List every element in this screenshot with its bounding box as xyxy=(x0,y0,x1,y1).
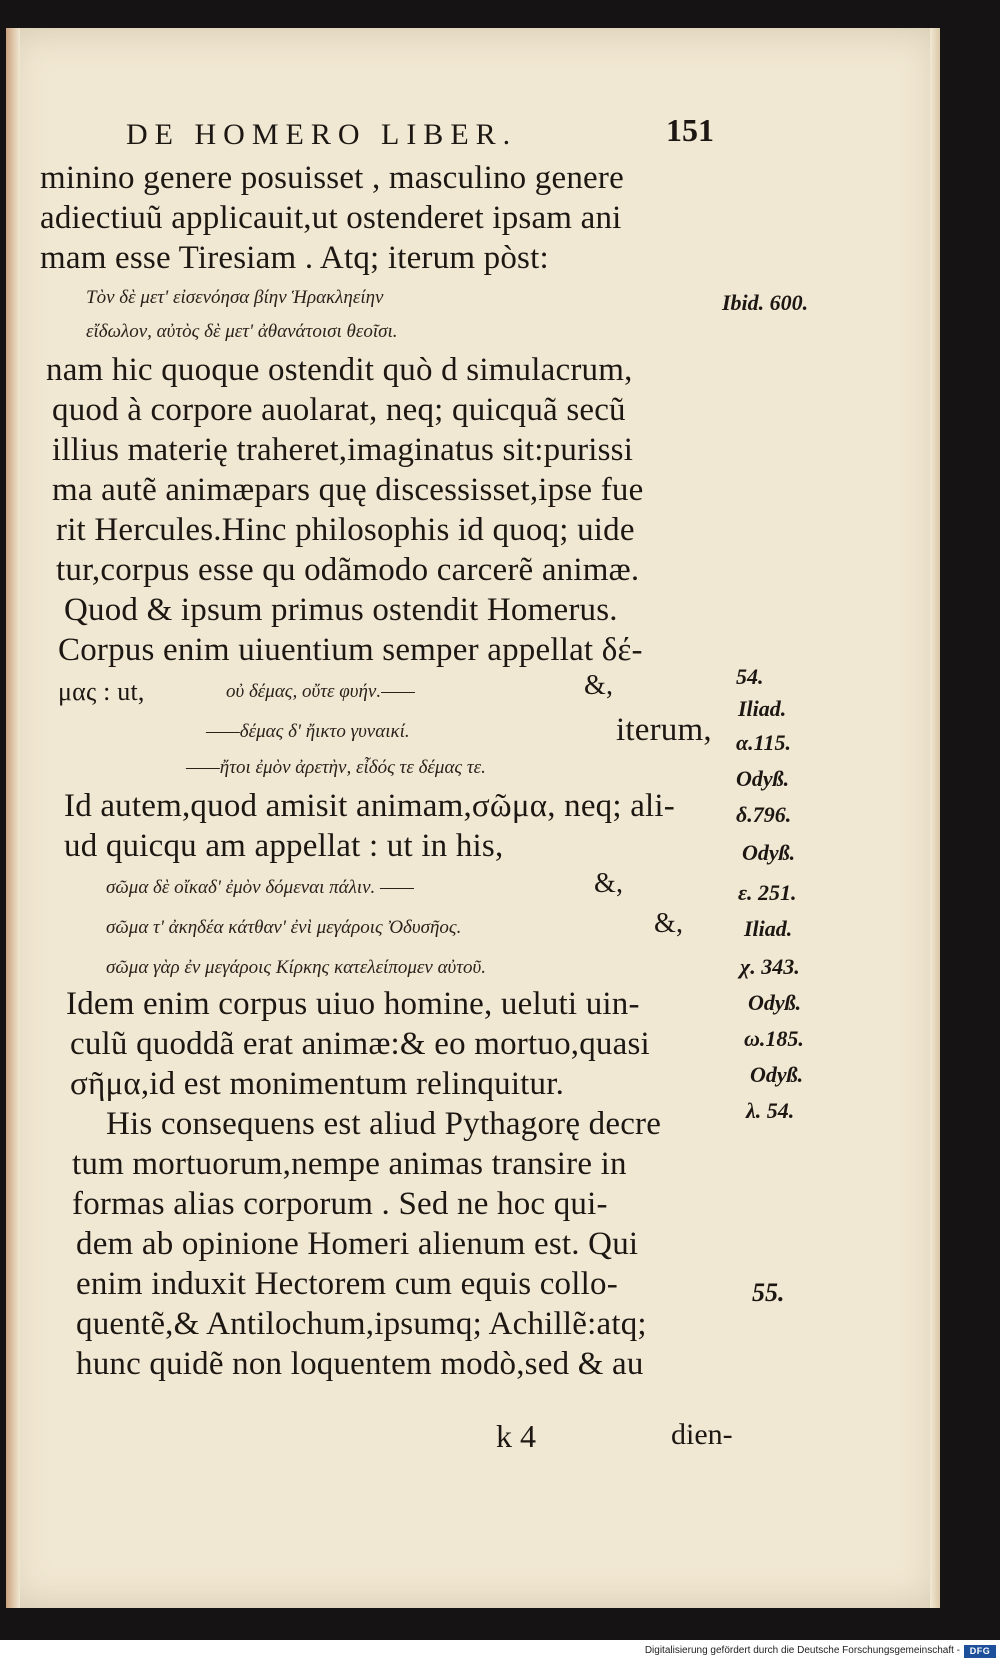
greek-quote: σῶμα γὰρ ἐν μεγάροις Κίρκης κατελείπομεν αὐτοῦ. xyxy=(106,957,487,978)
greek-quote: σῶμα τ' ἀκηδέα κάτθαν' ἐνὶ μεγάροις Ὀδυσῆος. xyxy=(106,917,462,938)
running-head: DE HOMERO LIBER. xyxy=(126,118,518,151)
body-line: μας : ut, xyxy=(58,677,145,706)
body-line: illius materię traheret,imaginatus sit:purissi xyxy=(52,432,634,468)
greek-quote: εἴδωλον, αὐτὸς δὲ μετ' ἀθανάτοισι θεοῖσι. xyxy=(86,321,398,342)
body-line: &, xyxy=(584,670,614,701)
margin-note: λ. 54. xyxy=(746,1098,795,1123)
body-line: Id autem,quod amisit animam,σῶμα, neq; ali- xyxy=(64,788,675,824)
page-number: 151 xyxy=(666,112,714,148)
greek-quote: Τὸν δὲ μετ' εἰσενόησα βίην Ἡρακληείην xyxy=(86,287,384,308)
margin-note: Iliad. xyxy=(738,696,787,721)
catchword: dien- xyxy=(671,1418,733,1451)
body-line: dem ab opinione Homeri alienum est. Qui xyxy=(76,1226,639,1262)
greek-quote: οὐ δέμας, οὔτε φυήν.—— xyxy=(226,681,415,702)
body-line: His consequens est aliud Pythagorę decre xyxy=(106,1106,662,1142)
greek-quote: ——δέμας δ' ἤικτο γυναικί. xyxy=(206,721,410,742)
body-line: ud quicqu am appellat : ut in his, xyxy=(64,828,504,864)
margin-note: Odyß. xyxy=(742,840,796,865)
dfg-logo: DFG xyxy=(964,1645,996,1658)
body-line: σῆμα,id est monimentum relinquitur. xyxy=(70,1066,565,1102)
body-line: mam esse Tiresiam . Atq; iterum pòst: xyxy=(40,240,549,276)
body-line: Quod & ipsum primus ostendit Homerus. xyxy=(64,592,618,628)
margin-note: Ibid. 600. xyxy=(722,290,809,315)
digitization-credit: Digitalisierung gefördert durch die Deutsche Forschungsgemeinschaft - xyxy=(644,1645,960,1656)
body-line: Corpus enim uiuentium semper appellat δέ- xyxy=(58,632,643,668)
body-line: hunc quidẽ non loquentem modò,sed & au xyxy=(76,1346,644,1382)
margin-note: χ. 343. xyxy=(740,954,800,979)
body-line: Idem enim corpus uiuo homine, ueluti uin- xyxy=(66,986,640,1022)
body-line: nam hic quoque ostendit quò d simulacrum, xyxy=(46,352,633,388)
body-line: quod à corpore auolarat, neq; quicquã secũ xyxy=(52,392,626,428)
body-line: &, xyxy=(594,868,624,899)
margin-note: Iliad. xyxy=(744,916,793,941)
body-line: tum mortuorum,nempe animas transire in xyxy=(72,1146,627,1182)
margin-note: δ.796. xyxy=(736,802,792,827)
body-line: iterum, xyxy=(616,712,712,748)
body-line: adiectiuũ applicauit,ut ostenderet ipsam ani xyxy=(40,200,622,236)
body-line: quentẽ,& Antilochum,ipsumq; Achillẽ:atq; xyxy=(76,1306,647,1342)
body-line: enim induxit Hectorem cum equis collo- xyxy=(76,1266,618,1302)
body-line: formas alias corporum . Sed ne hoc qui- xyxy=(72,1186,608,1222)
margin-note: 54. xyxy=(736,664,764,689)
book-page xyxy=(6,28,940,1608)
body-line: tur,corpus esse qu odãmodo carcerẽ animæ. xyxy=(56,552,640,588)
margin-note: Odyß. xyxy=(736,766,790,791)
signature-mark: k 4 xyxy=(496,1418,536,1454)
margin-note: α.115. xyxy=(736,730,791,755)
margin-note: ω.185. xyxy=(744,1026,804,1051)
body-line: rit Hercules.Hinc philosophis id quoq; uide xyxy=(56,512,635,548)
body-line: minino genere posuisset , masculino genere xyxy=(40,160,624,196)
body-line: &, xyxy=(654,908,684,939)
body-line: culũ quoddã erat animæ:& eo mortuo,quasi xyxy=(70,1026,650,1062)
margin-note: 55. xyxy=(752,1278,785,1307)
margin-note: ε. 251. xyxy=(738,880,797,905)
greek-quote: σῶμα δὲ οἴκαδ' ἐμὸν δόμεναι πάλιν. —— xyxy=(106,877,414,898)
margin-note: Odyß. xyxy=(748,990,802,1015)
page-text xyxy=(6,28,940,1608)
margin-note: Odyß. xyxy=(750,1062,804,1087)
body-line: ma autẽ animæpars quę discessisset,ipse fue xyxy=(52,472,644,508)
greek-quote: ——ἤτοι ἐμὸν ἀρετὴν, εἶδός τε δέμας τε. xyxy=(186,757,486,778)
